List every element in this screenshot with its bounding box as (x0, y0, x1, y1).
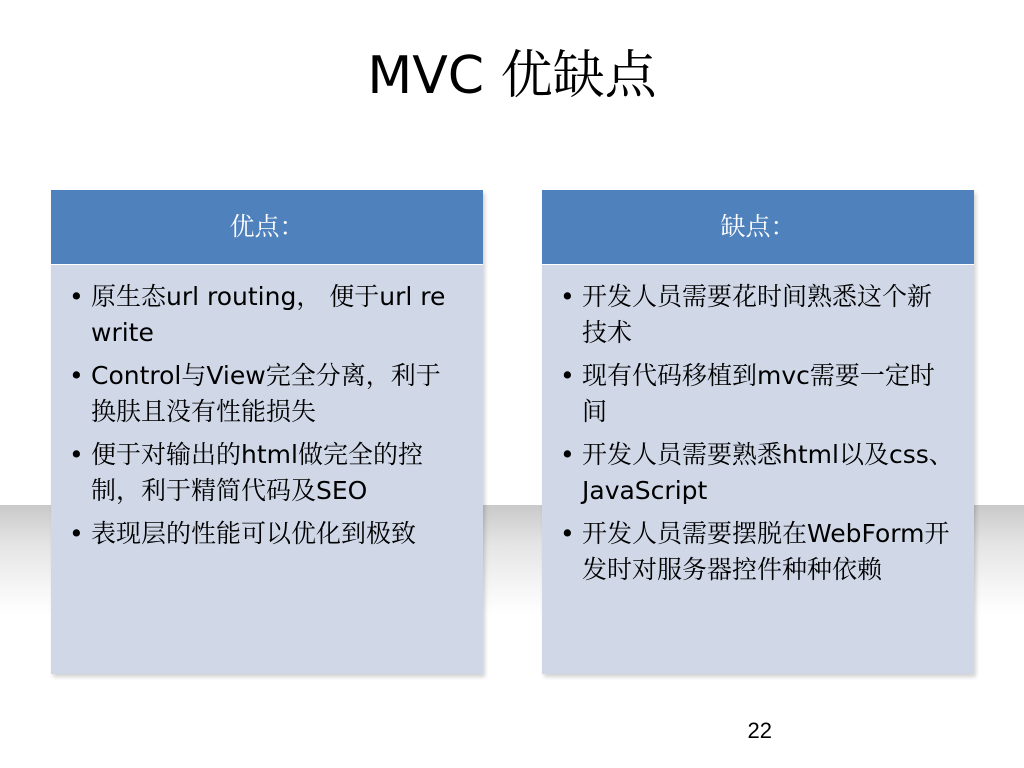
cons-item (558, 516, 954, 588)
cons-item (558, 437, 954, 509)
bullet-icon: • (69, 440, 84, 469)
cons-item-text: 开发人员需要熟悉html以及css、JavaScript (582, 440, 954, 505)
pros-header: 优点： (51, 190, 483, 264)
pros-item-text: 便于对输出的html做完全的控制，利于精简代码及SEO (91, 440, 423, 505)
cons-body (542, 264, 974, 674)
bullet-icon: • (560, 361, 575, 390)
cons-item (558, 358, 954, 430)
pros-panel (51, 190, 483, 674)
bullet-icon: • (69, 282, 84, 311)
cons-item-text: 现有代码移植到mvc需要一定时间 (582, 361, 935, 426)
cons-item-text: 开发人员需要花时间熟悉这个新技术 (582, 282, 933, 347)
pros-item (67, 516, 463, 552)
pros-item-text: 原生态url routing， 便于url rewrite (91, 282, 446, 347)
pros-item (67, 279, 463, 351)
bullet-icon: • (560, 282, 575, 311)
pros-item-text: Control与View完全分离，利于换肤且没有性能损失 (91, 361, 441, 426)
cons-item (558, 279, 954, 351)
bullet-icon: • (69, 519, 84, 548)
bullet-icon: • (560, 440, 575, 469)
cons-header: 缺点： (542, 190, 974, 264)
bullet-icon: • (560, 519, 575, 548)
pros-body (51, 264, 483, 674)
pros-item (67, 437, 463, 509)
pros-item (67, 358, 463, 430)
cons-list (558, 279, 954, 588)
bullet-icon: • (69, 361, 84, 390)
cons-item-text: 开发人员需要摆脱在WebForm开发时对服务器控件种种依赖 (582, 519, 950, 584)
cons-panel (542, 190, 974, 674)
slide-title: MVC 优缺点 (367, 46, 657, 106)
page-number: 22 (747, 718, 772, 743)
pros-item-text: 表现层的性能可以优化到极致 (91, 519, 417, 548)
pros-list (67, 279, 463, 552)
